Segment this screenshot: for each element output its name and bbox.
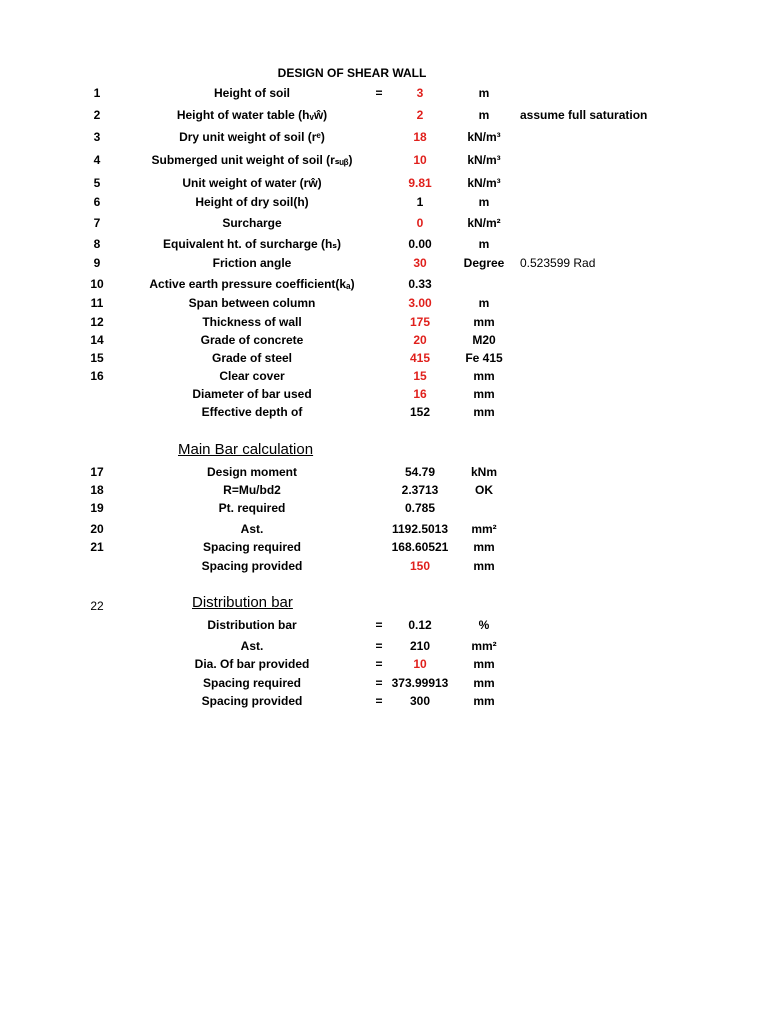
row-value: 0.33 <box>408 277 432 291</box>
row-number: 6 <box>93 195 101 209</box>
equals-sign: = <box>375 657 383 671</box>
row-value: 9.81 <box>408 176 432 190</box>
distribution-bar-row <box>0 637 768 655</box>
row-unit: OK <box>475 483 493 497</box>
row-label: Distribution bar <box>207 618 297 632</box>
row-value: 150 <box>409 559 431 573</box>
row-value: 175 <box>409 315 431 329</box>
row-unit: m <box>478 86 490 100</box>
row-number: 1 <box>93 86 101 100</box>
input-row <box>0 313 768 331</box>
section-heading-distribution-bar <box>192 594 293 611</box>
row-unit: mm <box>473 559 495 573</box>
row-unit: Fe 415 <box>465 351 503 365</box>
row-value: 30 <box>413 256 427 270</box>
row-unit: kN/m² <box>467 216 501 230</box>
row-label: Effective depth of <box>201 405 303 419</box>
row-unit: m <box>478 195 490 209</box>
row-label: Friction angle <box>212 256 292 270</box>
row-label: Pt. required <box>218 501 286 515</box>
row-value: 373.99913 <box>391 676 449 690</box>
row-label: Spacing provided <box>201 694 303 708</box>
main-bar-row <box>0 520 768 538</box>
row-label: Dry unit weight of soil (rᵉ) <box>179 130 325 144</box>
row-unit: Degree <box>463 256 505 270</box>
row-value: 0.12 <box>408 618 432 632</box>
row-number: 20 <box>90 522 104 536</box>
row-number: 18 <box>90 483 104 497</box>
row-unit: m <box>478 296 490 310</box>
row-label: Surcharge <box>222 216 282 230</box>
row-unit: kN/m³ <box>467 176 501 190</box>
distribution-bar-row <box>0 674 768 692</box>
row-unit: mm <box>473 676 495 690</box>
main-bar-row <box>0 499 768 517</box>
section-heading-main-bar <box>178 441 313 458</box>
row-number: 8 <box>93 237 101 251</box>
distribution-section-row <box>0 597 768 615</box>
row-value: 3 <box>416 86 424 100</box>
row-number: 10 <box>90 277 104 291</box>
input-row <box>0 403 768 421</box>
row-label: Active earth pressure coefficient(kₐ) <box>149 277 355 291</box>
equals-sign: = <box>375 86 383 100</box>
distribution-bar-row <box>0 616 768 634</box>
input-row <box>0 385 768 403</box>
row-number: 2 <box>93 108 101 122</box>
row-number: 14 <box>90 333 104 347</box>
input-row <box>0 367 768 385</box>
row-label: Spacing required <box>202 540 302 554</box>
input-row <box>0 275 768 293</box>
equals-sign: = <box>375 694 383 708</box>
row-unit: % <box>478 618 490 632</box>
input-row <box>0 214 768 232</box>
input-row <box>0 174 768 192</box>
row-label: Grade of concrete <box>200 333 304 347</box>
row-value: 300 <box>409 694 431 708</box>
row-unit: mm <box>473 694 495 708</box>
row-unit: mm <box>473 315 495 329</box>
main-bar-row <box>0 538 768 556</box>
row-number: 5 <box>93 176 101 190</box>
input-row <box>0 84 768 102</box>
row-value: 168.60521 <box>391 540 449 554</box>
equals-sign: = <box>375 618 383 632</box>
row-unit: mm² <box>471 522 497 536</box>
row-unit: mm <box>473 405 495 419</box>
row-value: 1192.5013 <box>391 522 449 536</box>
row-note: 0.523599 Rad <box>520 256 596 270</box>
row-value: 2 <box>416 108 424 122</box>
input-row <box>0 294 768 312</box>
row-value: 152 <box>409 405 431 419</box>
row-label: R=Mu/bd2 <box>223 483 281 497</box>
row-label: Submerged unit weight of soil (rₛᵤᵦ) <box>151 153 353 167</box>
row-label: Height of dry soil(h) <box>195 195 309 209</box>
row-value: 210 <box>409 639 431 653</box>
row-label: Dia. Of bar provided <box>194 657 310 671</box>
row-unit: mm² <box>471 639 497 653</box>
row-unit: mm <box>473 540 495 554</box>
row-value: 10 <box>413 657 427 671</box>
row-number: 21 <box>90 540 104 554</box>
row-label: Spacing required <box>202 676 302 690</box>
equals-sign: = <box>375 676 383 690</box>
row-label: Design moment <box>206 465 297 479</box>
main-bar-row <box>0 557 768 575</box>
distribution-bar-row <box>0 655 768 673</box>
section-heading-text: Main Bar calculation <box>178 441 314 458</box>
row-unit: kN/m³ <box>467 130 501 144</box>
row-number: 16 <box>90 369 104 383</box>
row-label: Grade of steel <box>211 351 293 365</box>
row-label: Ast. <box>240 639 264 653</box>
row-unit: mm <box>473 657 495 671</box>
row-unit: m <box>478 237 490 251</box>
input-row <box>0 331 768 349</box>
row-unit: kNm <box>470 465 497 479</box>
row-value: 18 <box>413 130 427 144</box>
row-number: 17 <box>90 465 104 479</box>
row-number: 22 <box>90 599 104 613</box>
row-label: Height of soil <box>214 86 290 100</box>
row-label: Unit weight of water (rŵ) <box>182 176 322 190</box>
row-label: Height of water table (hᵥŵ) <box>176 108 328 122</box>
row-number: 12 <box>90 315 104 329</box>
input-row <box>0 128 768 146</box>
row-number: 4 <box>93 153 101 167</box>
row-unit: mm <box>473 369 495 383</box>
row-label: Thickness of wall <box>202 315 302 329</box>
input-row <box>0 106 768 124</box>
row-value: 2.3713 <box>401 483 439 497</box>
row-value: 415 <box>409 351 431 365</box>
row-value: 0.00 <box>408 237 432 251</box>
row-value: 54.79 <box>404 465 436 479</box>
row-value: 10 <box>413 153 427 167</box>
row-number: 11 <box>90 296 104 310</box>
row-number: 15 <box>90 351 104 365</box>
main-bar-row <box>0 463 768 481</box>
main-bar-row <box>0 481 768 499</box>
equals-sign: = <box>375 639 383 653</box>
row-value: 0.785 <box>404 501 436 515</box>
row-value: 16 <box>413 387 427 401</box>
row-number: 19 <box>90 501 104 515</box>
input-row <box>0 193 768 211</box>
distribution-bar-row <box>0 692 768 710</box>
row-number: 9 <box>93 256 101 270</box>
row-value: 15 <box>413 369 427 383</box>
row-unit: M20 <box>472 333 496 347</box>
row-unit: mm <box>473 387 495 401</box>
row-value: 1 <box>416 195 424 209</box>
row-label: Span between column <box>188 296 316 310</box>
row-value: 3.00 <box>408 296 432 310</box>
row-unit: m <box>478 108 490 122</box>
row-number: 3 <box>93 130 101 144</box>
row-note: assume full saturation <box>520 108 648 122</box>
row-label: Spacing provided <box>201 559 303 573</box>
row-value: 0 <box>416 216 424 230</box>
input-row <box>0 349 768 367</box>
page-title: DESIGN OF SHEAR WALL <box>277 66 427 80</box>
row-value: 20 <box>413 333 427 347</box>
row-number: 7 <box>93 216 101 230</box>
input-row <box>0 235 768 253</box>
row-label: Ast. <box>240 522 264 536</box>
row-label: Diameter of bar used <box>192 387 312 401</box>
section-heading-text: Distribution bar <box>192 594 293 611</box>
row-label: Clear cover <box>219 369 285 383</box>
input-row <box>0 151 768 169</box>
row-unit: kN/m³ <box>467 153 501 167</box>
input-row <box>0 254 768 272</box>
row-label: Equivalent ht. of surcharge (hₛ) <box>163 237 341 251</box>
